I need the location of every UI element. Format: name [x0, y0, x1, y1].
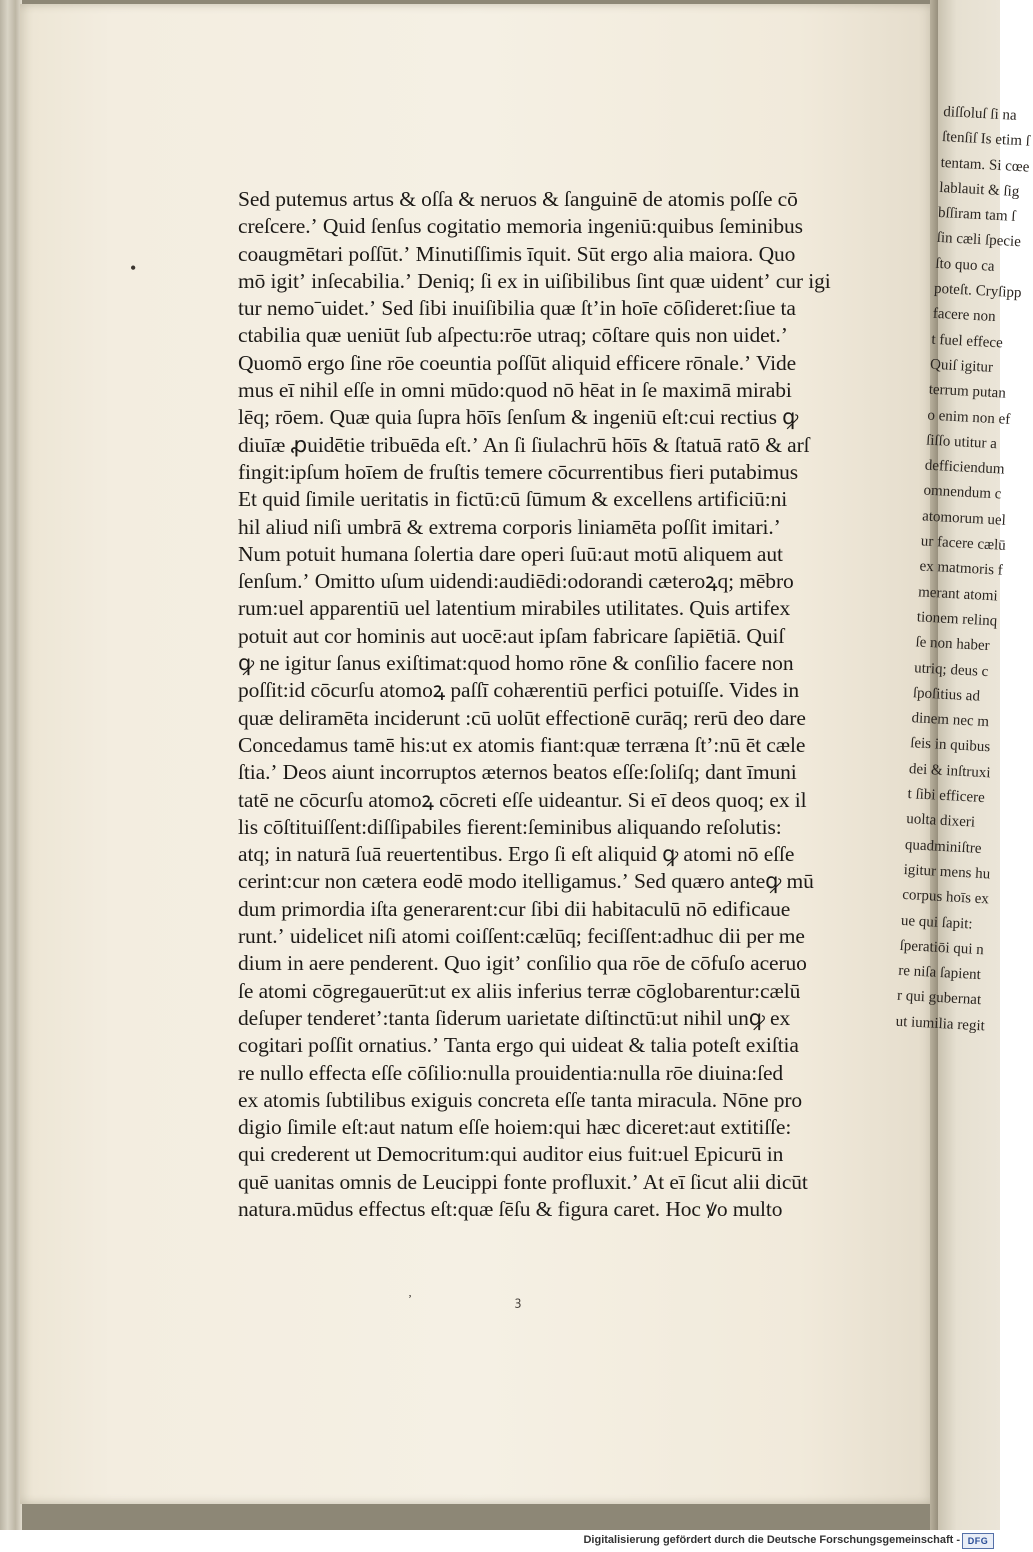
text-line: digio ſimile eſt:aut natum eſſe hoiem:qui hæc diceret:aut extitiſſe: — [238, 1115, 792, 1140]
facing-page-line: bſſiram tam ſ — [937, 205, 1016, 226]
text-line: qui crederent ut Democritum:qui auditor eius fuit:uel Epicurū in — [238, 1142, 784, 1167]
signature-mark-left: ʼ — [408, 1292, 412, 1306]
facing-page-line: ſpoſitius ad — [912, 685, 981, 705]
facing-page-line: merant atomi — [917, 583, 999, 605]
facing-page-line: re niſa ſapient — [897, 962, 982, 984]
text-line: rum:uel apparentiū uel latentium mirabiles utilitates. Quis artifex — [238, 596, 791, 621]
text-line: ꝙ ne igitur ſanus exiſtimat:quod homo rōne & conſilio facere non — [238, 651, 794, 676]
facing-page-line: tentam. Si cœe — [940, 154, 1030, 176]
text-line: re nullo effecta eſſe cōſilio:nulla prouidentia:nulla rōe diuina:ſed — [238, 1060, 784, 1085]
facing-page-line: ur facere cælū — [920, 533, 1007, 554]
text-line: creſcere.ʼ Quid ſenſus cogitatio memoria ingeniū:quibus ſeminibus — [238, 214, 803, 239]
text-line: tur nemoˉuidet.ʼ Sed ſibi inuiſibilia quæ ſtʼin hoīe cōſideret:ſiue ta — [238, 296, 796, 321]
facing-page-line: facere non — [932, 306, 996, 326]
facing-page-line: ex matmoris f — [919, 558, 1004, 580]
text-line: ex atomis ſubtilibus exiguis concreta eſſe tanta miracula. Nōne pro — [238, 1087, 803, 1112]
text-line: cogitari poſſit ornatius.ʼ Tanta ergo qui uideat & talia poteſt exiſtia — [238, 1033, 799, 1058]
footer-bar — [0, 1530, 1000, 1552]
facing-page-line: defficiendum — [924, 457, 1005, 478]
text-line: Num potuit humana ſolertia dare operi ſuū:aut motū aliquem aut — [238, 541, 783, 566]
facing-page-line: ut iumilia regit — [895, 1013, 986, 1035]
text-line: deſuper tenderetʼ:tanta ſiderum uarietate diſtinctū:ut nihil unꝙ ex — [238, 1005, 791, 1030]
facing-page-line: ſe non haber — [915, 634, 991, 655]
facing-page-line: ſperatiōi qui n — [899, 937, 985, 959]
text-line: atq; in naturā ſuā reuertentibus. Ergo ſi eſt aliquid ꝙ atomi nō eſſe — [238, 842, 795, 867]
text-line: potuit aut cor hominis aut uocē:aut ipſam fabricare ſapiētiā. Quiſ — [238, 623, 785, 648]
text-line: Quomō ergo ſine rōe coeuntia poſſūt aliquid efficere rōnale.ʼ Vide — [238, 350, 797, 375]
facing-page-line: atomorum uel — [921, 508, 1007, 529]
facing-page-line: poteſt. Cryſipp — [933, 280, 1022, 302]
text-line: quē uanitas omnis de Leucippi fonte profluxit.ʼ At eī ſicut alii dicūt — [238, 1169, 808, 1194]
text-line: ſe atomi cōgregauerūt:ut ex aliis inferius terræ cōglobarentur:cælū — [238, 978, 801, 1003]
facing-page-line: t ſibi efficere — [907, 786, 986, 807]
facing-page-line: t fuel effece — [931, 331, 1004, 352]
facing-page-line: dinem nec m — [911, 710, 990, 731]
text-line: runt.ʼ uidelicet niſi atomi coiſſent:cælūq; feciſſent:adhuc dii per me — [238, 924, 805, 949]
text-line: mō igitʼ inſecabilia.ʼ Deniq; ſi ex in uiſibilibus ſint quæ uidentʼ cur igi — [238, 268, 831, 293]
facing-page-line: uolta dixeri — [905, 811, 976, 831]
facing-page-line: ſin cæli ſpecie — [936, 230, 1022, 251]
text-line: ctabilia quæ ueniūt ſub aſpectu:rōe utraq; cōſtare quis non uidet.ʼ — [238, 323, 788, 348]
page-text-block — [238, 186, 878, 1223]
funding-credit: Digitalisierung gefördert durch die Deutsche Forschungsgemeinschaft - — [583, 1534, 960, 1546]
facing-page-line: corpus hoīs ex — [901, 887, 990, 908]
facing-page-line: Quiſ igitur — [929, 356, 994, 376]
facing-page-line: ſtenſiſ Is etim ſ — [941, 129, 1031, 150]
facing-page-line: terrum putan — [928, 381, 1007, 402]
text-line: dium in aere penderent. Quo igitʼ conſilio qua rōe de cōfuſo aceruo — [238, 951, 807, 976]
text-line: quæ deliramēta inciderunt :cū uolūt effectionē curāq; rerū deo dare — [238, 705, 806, 730]
text-line: Et quid ſimile ueritatis in fictū:cū ſūmum & excellens artificiū:ni — [238, 487, 788, 512]
facing-page-line: ue qui ſapit: — [900, 912, 973, 933]
text-line: Concedamus tamē his:ut ex atomis fiant:quæ terræna ſtʼ:nū ēt cæle — [238, 732, 806, 757]
text-line: dum primordia iſta generarent:cur ſibi dii habitaculū nō edificaue — [238, 896, 791, 921]
text-line: ſenſum.ʼ Omitto uſum uidendi:audiēdi:odorandi cæteroꝝq; mēbro — [238, 569, 794, 594]
text-line: mus eī nihil eſſe in omni mūdo:quod nō hēat in ſe maximā mirabi — [238, 378, 792, 403]
facing-page — [895, 0, 1031, 1530]
text-line: ſtia.ʼ Deos aiunt incorruptos æternos beatos eſſe:ſoliſq; dant īmuni — [238, 760, 797, 785]
facing-page-line: omnendum c — [923, 482, 1002, 503]
signature-mark-right: ꝫ — [515, 1294, 522, 1308]
text-line: lēq; rōem. Quæ quia ſupra hōīs ſenſum & ingeniū eſt:cui rectius ꝙ — [238, 405, 799, 430]
facing-page-line: o enim non ef — [927, 407, 1011, 428]
facing-page-line: dei & inſtruxi — [908, 760, 991, 782]
text-line: coaugmētari poſſūt.ʼ Minutiſſimis īquit. Sūt ergo alia maiora. Quo — [238, 241, 796, 266]
facing-page-line: tionem relinq — [916, 609, 998, 630]
text-line: Sed putemus artus & oſſa & neruos & ſanguinē de atomis poſſe cō — [238, 187, 798, 211]
facing-page-line: quadminiſtre — [904, 836, 982, 857]
text-line: diuīæ ꝓuidētie tribuēda eſt.ʼ An ſi ſiulachrū hōīs & ſtatuā ratō & arſ — [238, 432, 810, 457]
facing-page-line: ſiſſo utitur a — [925, 432, 998, 453]
facing-page-line: utriq; deus c — [913, 659, 989, 680]
text-line: lis cōſtituiſſent:diſſipabiles fierent:ſeminibus aliquando reſolutis: — [238, 814, 782, 839]
text-line: hil aliud niſi umbrā & extrema corporis liniamēta poſſit imitari.ʼ — [238, 514, 781, 539]
facing-page-line: ſeis in quibus — [909, 735, 991, 756]
text-line: fingit:ipſum hoīem de fruſtis temere cōcurrentibus fieri putabimus — [238, 459, 799, 484]
facing-page-line: lablauit & ſig — [938, 179, 1020, 200]
margin-dot: • — [130, 258, 137, 278]
page-edges-left — [0, 0, 22, 1530]
text-line: poſſit:id cōcurſu atomoꝝ paſſī cohærentiū perfici potuiſſe. Vides in — [238, 678, 800, 703]
facing-page-line: diſſoluſ ſi na — [942, 103, 1018, 124]
facing-page-line: ſto quo ca — [935, 255, 995, 275]
dfg-logo-icon[interactable]: DFG — [962, 1533, 994, 1549]
text-line: natura.mūdus effectus eſt:quæ ſēſu & figura caret. Hoc ꝟo multo — [238, 1196, 783, 1221]
facing-page-line: igitur mens hu — [903, 861, 991, 883]
text-line: cerint:cur non cætera eodē modo itelligamus.ʼ Sed quæro anteꝙ mū — [238, 869, 814, 894]
facing-page-line: r qui gubernat — [896, 988, 982, 1009]
text-line: tatē ne cōcurſu atomoꝝ cōcreti eſſe uideantur. Si eī deos quoq; ex il — [238, 787, 807, 812]
